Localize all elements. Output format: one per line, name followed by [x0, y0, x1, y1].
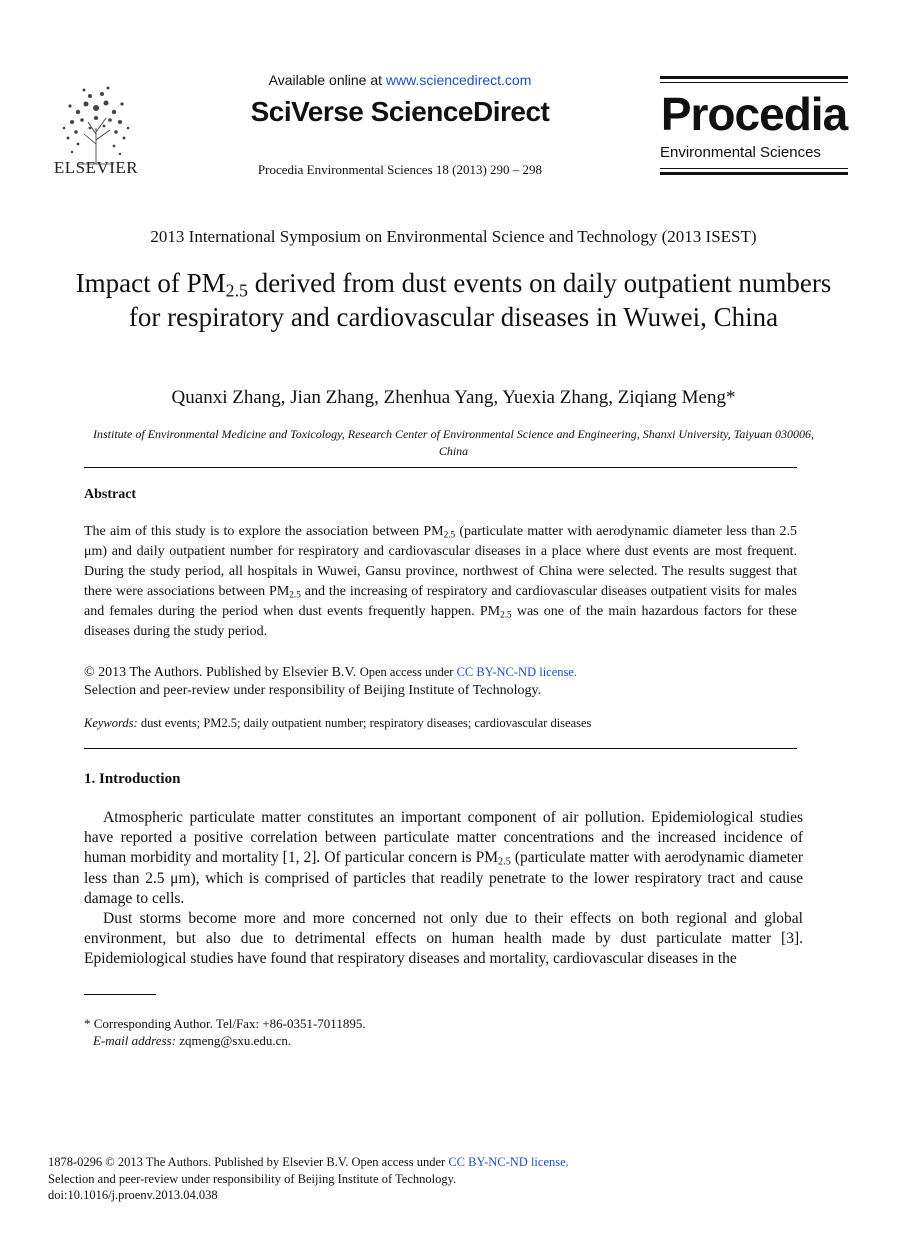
introduction-text — [84, 808, 803, 970]
doi: doi:10.1016/j.proenv.2013.04.038 — [48, 1188, 218, 1202]
availability-line: Available online at www.sciencedirect.com — [268, 72, 532, 88]
author-email[interactable]: zqmeng@sxu.edu.cn. — [175, 1032, 292, 1048]
sciencedirect-link[interactable]: www.sciencedirect.com — [385, 72, 532, 88]
divider — [84, 467, 797, 468]
brand-rule — [660, 168, 848, 169]
publisher-name: ELSEVIER — [53, 158, 139, 177]
brand-rule — [660, 82, 848, 83]
journal-brand-subtitle: Environmental Sciences — [660, 144, 821, 161]
brand-rule — [660, 172, 848, 175]
divider — [84, 748, 797, 749]
platform-name: SciVerse ScienceDirect — [250, 96, 550, 127]
affiliation: Institute of Environmental Medicine and Toxicology, Research Center of Environmental Science and Engineering, Shanxi University, Taiyuan 030006, China — [93, 427, 814, 458]
keywords: Keywords: dust events; PM2.5; daily outpatient number; respiratory diseases; cardiovascular diseases — [84, 716, 592, 730]
paper-title: Impact of $PM_{2.5}$ derived from dust events on daily outpatient numbers for respiratory and cardiovascular diseases in Wuwei, China — [75, 268, 832, 332]
paragraph: Atmospheric particulate matter constitutes an important component of air pollution. Epidemiological studies have reported a positive correlation between particulate matter concentrations and the increased incidence of human morbidity and mortality [1, 2]. Of particular concern is $PM_{2.5}$ (particulate matter with aerodynamic diameter less than 2.5 μm), which is comprised of particles that readily penetrate to the lower respiratory tract and cause damage to cells. — [84, 809, 803, 907]
paragraph: Dust storms become more and more concerned not only due to their effects on both regional and global environment, but also due to detrimental effects on human health made by dust particulate matter [3]. Epidemiological studies have found that respiratory diseases and mortality, cardiovascular diseases in the — [84, 910, 803, 968]
section-heading: 1. Introduction — [84, 771, 181, 787]
author-list: Quanxi Zhang, Jian Zhang, Zhenhua Yang, Yuexia Zhang, Ziqiang Meng* — [171, 387, 736, 408]
symposium-name: 2013 International Symposium on Environmental Science and Technology (2013 ISEST) — [150, 227, 757, 246]
license-link[interactable]: CC BY-NC-ND license. — [448, 1155, 569, 1169]
license-link[interactable]: CC BY-NC-ND license. — [456, 665, 578, 679]
abstract-text: The aim of this study is to explore the association between $PM_{2.5}$ (particulate matter with aerodynamic diameter less than 2.5 μm) and daily outpatient number for respiratory and cardiovascular diseases in a place where dust events are most frequent. During the study period, all hospitals in Wuwei, Gansu province, northwest of China were selected. The results suggest that there were associations between $PM_{2.5}$ and the increasing of respiratory and cardiovascular diseases outpatient visits for males and females during the period when dust events frequently happen. $PM_{2.5}$ was one of the main hazardous factors for these diseases during the study period. — [84, 524, 797, 639]
footnote: * Corresponding Author. Tel/Fax: +86-0351-7011895. E-mail address: zqmeng@sxu.edu.cn. — [84, 1016, 366, 1048]
footnote-rule — [84, 994, 156, 995]
journal-brand: Procedia — [660, 88, 848, 140]
brand-rule — [660, 76, 848, 79]
copyright-notice: © 2013 The Authors. Published by Elsevier B.V. Open access under CC BY-NC-ND license. Selection and peer-review under responsibility of Beijing Institute of Technology. — [84, 665, 578, 698]
abstract-heading: Abstract — [84, 487, 137, 502]
page-footer: 1878-0296 © 2013 The Authors. Published by Elsevier B.V. Open access under CC BY-NC-ND license. Selection and peer-review under responsibility of Beijing Institute of Technology. doi:10.1016/j.proenv.2013.04.038 — [48, 1154, 808, 1204]
journal-reference: Procedia Environmental Sciences 18 (2013) 290 – 298 — [257, 162, 543, 177]
